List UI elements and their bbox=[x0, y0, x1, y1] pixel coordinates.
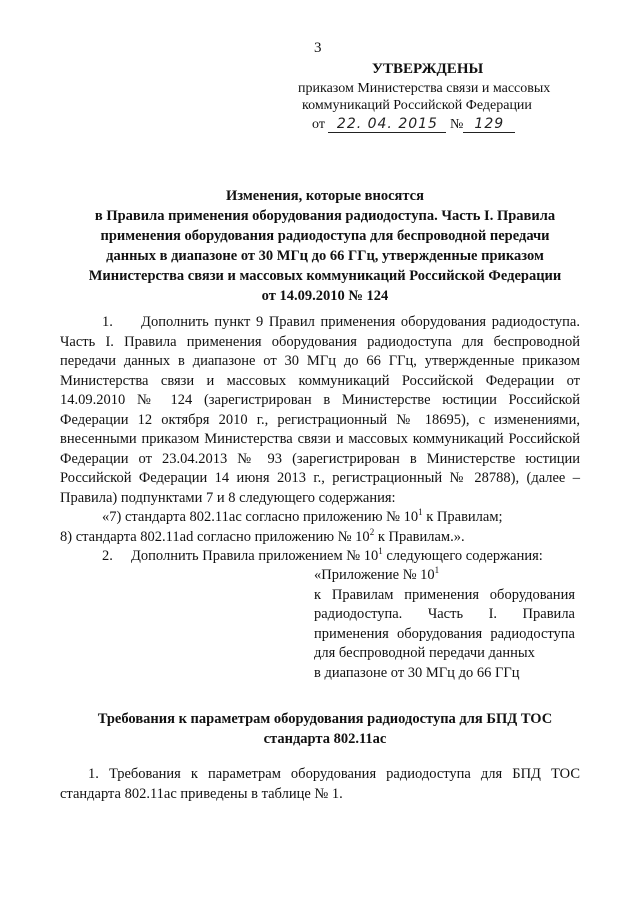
requirements-paragraph: 1. Требования к параметрам оборудования радиодоступа для БПД ТОС стандарта 802.11ас приведены в таблице № 1. bbox=[60, 766, 580, 802]
document-title bbox=[60, 186, 590, 306]
handwritten-date: 22. 04. 2015 bbox=[336, 116, 438, 132]
handwritten-number: 129 bbox=[474, 116, 505, 132]
approval-line-2: коммуникаций Российской Федерации bbox=[302, 98, 532, 113]
approval-signature-line bbox=[290, 116, 570, 136]
from-label: от bbox=[312, 117, 325, 132]
appendix-text-last: в диапазоне от 30 МГц до 66 ГГц bbox=[314, 664, 520, 681]
title-line: от 14.09.2010 № 124 bbox=[261, 288, 389, 304]
page-number: 3 bbox=[314, 40, 322, 56]
requirements-body bbox=[60, 764, 580, 804]
number-label: № bbox=[449, 117, 464, 132]
title-line: данных в диапазоне от 30 МГц до 66 ГГц, утвержденные приказом bbox=[106, 248, 544, 264]
title-line: в Правила применения оборудования радиодоступа. Часть I. Правила bbox=[94, 208, 556, 224]
title-line: применения оборудования радиодоступа для беспроводной передачи bbox=[100, 228, 550, 244]
approval-block bbox=[290, 61, 570, 136]
title-line: Министерства связи и массовых коммуникаций Российской Федерации bbox=[88, 268, 562, 284]
appendix-heading bbox=[314, 566, 575, 683]
subitem-7: «7) стандарта 802.11ас согласно приложению № $10^1$ к Правилам; bbox=[102, 507, 503, 525]
document-body bbox=[60, 313, 580, 567]
title-line: Изменения, которые вносятся bbox=[226, 188, 424, 204]
appendix-label: «Приложение № $10^1$ bbox=[314, 565, 440, 583]
requirements-title-line: стандарта 802.11ас bbox=[263, 731, 387, 747]
number-field bbox=[463, 117, 515, 133]
subitem-8: 8) стандарта 802.11ad согласно приложению № $10^2$ к Правилам.». bbox=[60, 526, 465, 545]
approval-heading: УТВЕРЖДЕНЫ bbox=[372, 61, 484, 77]
date-field bbox=[328, 117, 446, 133]
approval-line-1: приказом Министерства связи и массовых bbox=[298, 81, 551, 96]
appendix-text: к Правилам применения оборудования радиодоступа. Часть I. Правила применения оборудования радиодоступа для беспроводной передачи данных bbox=[314, 586, 575, 661]
requirements-title bbox=[60, 709, 590, 749]
item-1-paragraph: 1. Дополнить пункт 9 Правил применения оборудования радиодоступа. Часть I. Правила применения оборудования радиодоступа для беспроводной передачи данных в диапазоне от 30 МГц до 66 ГГц, утвержденные приказом Министерства связи и массовых коммуникаций Российской Федерации от 14.09.2010 № 124 (зарегистрирован в Министерстве юстиции Российской Федерации 12 октября 2010 г., регистрационный № 18695), с изменениями, внесенными приказом Министерства связи и массовых коммуникаций Российской Федерации от 23.04.2013 № 93 (зарегистрирован в Министерстве юстиции Российской Федерации 14 июня 2013 г., регистрационный № 28788), (далее – Правила) подпунктами 7 и 8 следующего содержания: bbox=[60, 314, 580, 506]
requirements-title-line: Требования к параметрам оборудования радиодоступа для БПД ТОС bbox=[97, 711, 553, 727]
item-2-paragraph: 2. Дополнить Правила приложением № $10^1$ следующего содержания: bbox=[102, 546, 543, 564]
